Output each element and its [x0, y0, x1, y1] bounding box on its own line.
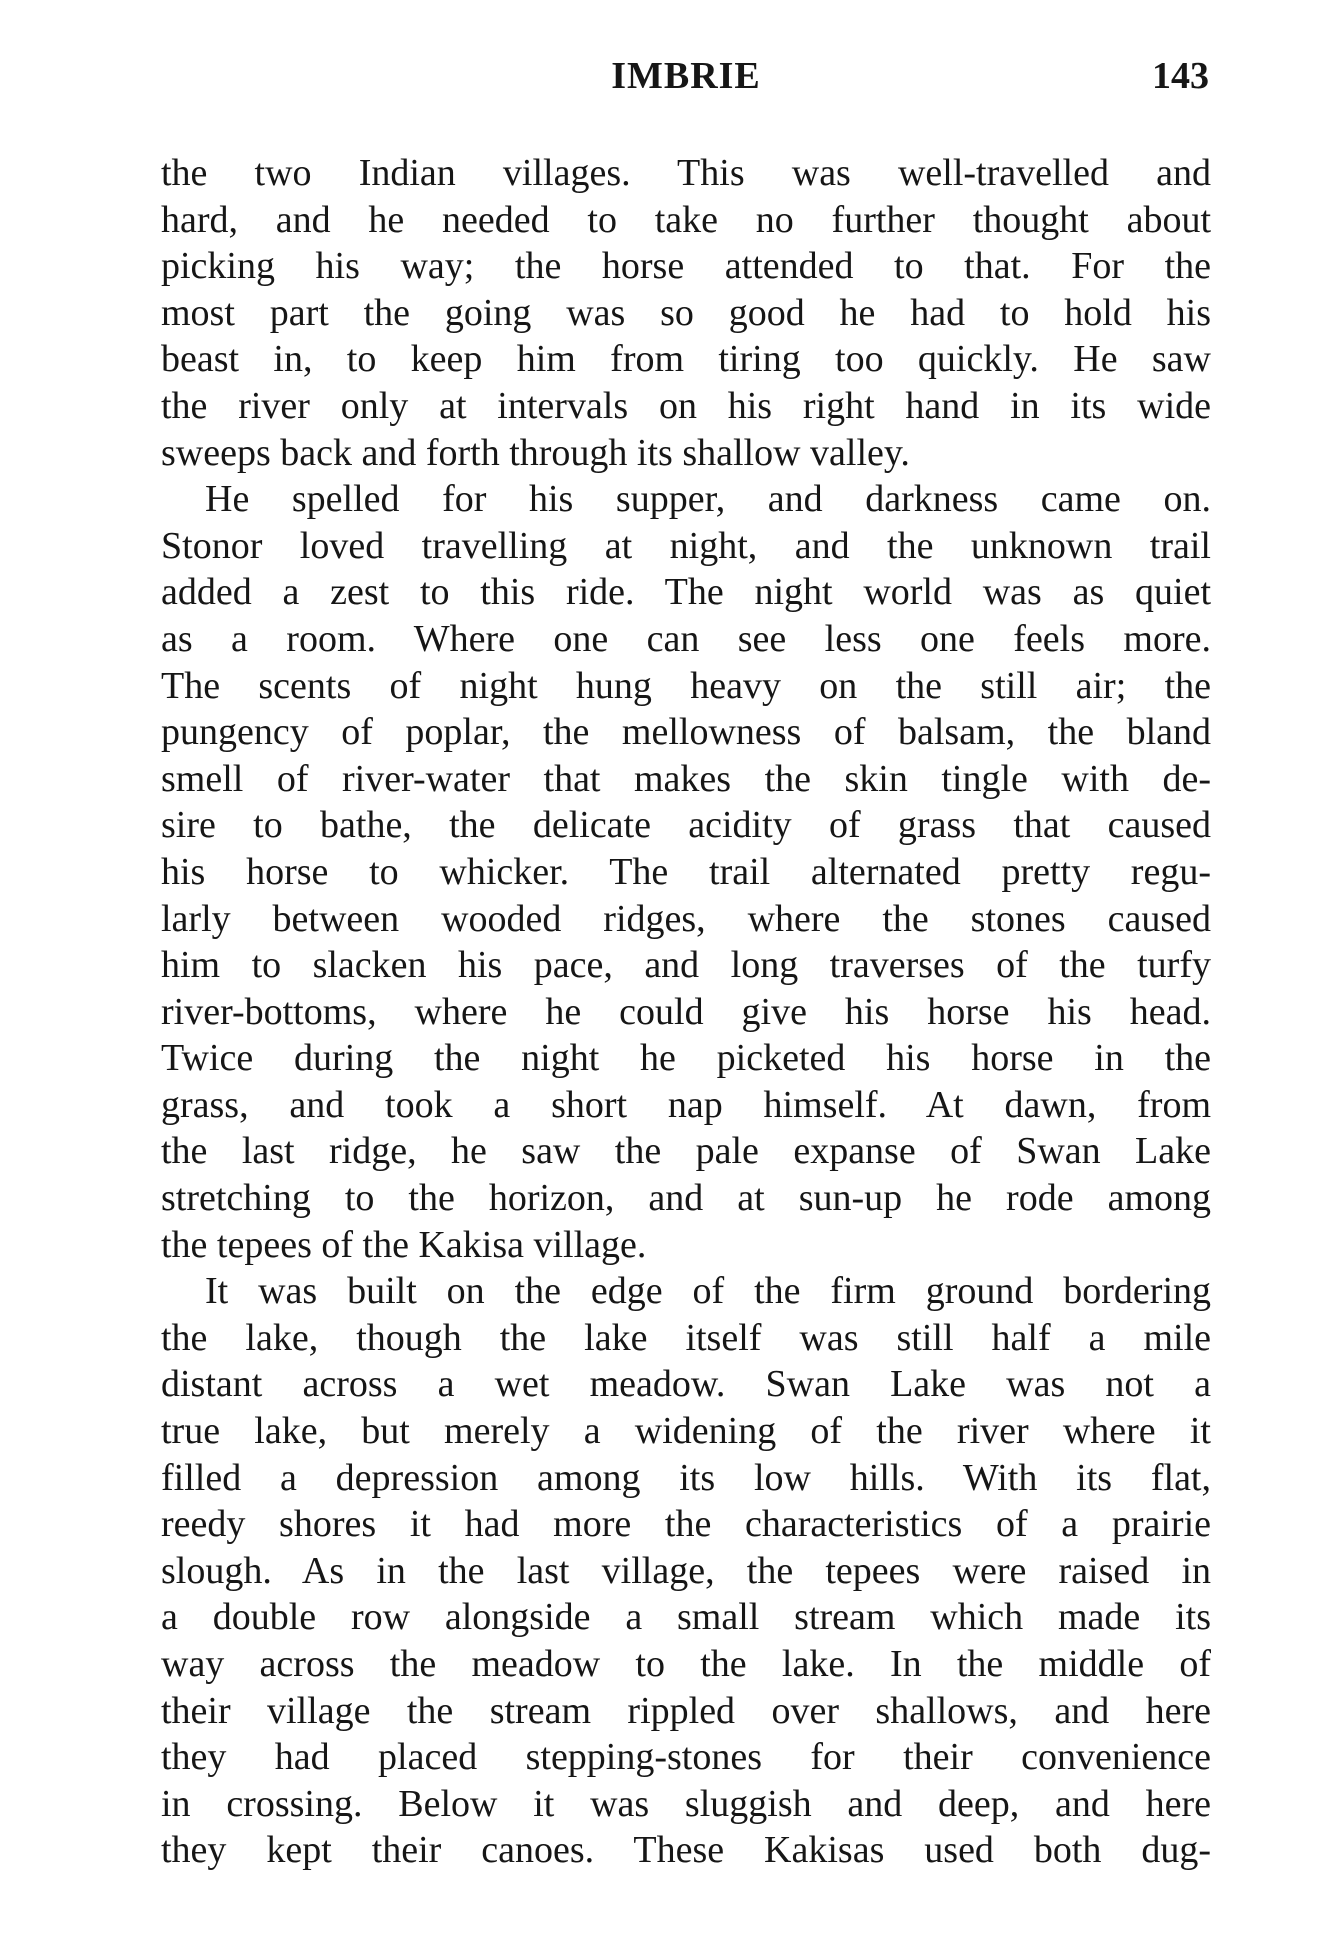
- text-line: in crossing. Below it was sluggish and deep, and here: [161, 1782, 1211, 1825]
- text-line: river-bottoms, where he could give his horse his head.: [161, 990, 1211, 1033]
- text-line: Twice during the night he picketed his horse in the: [161, 1037, 1211, 1080]
- text-line: the last ridge, he saw the pale expanse of Swan Lake: [161, 1130, 1211, 1173]
- text-line: the lake, though the lake itself was still half a mile: [161, 1316, 1211, 1359]
- text-line: picking his way; the horse attended to that. For the: [161, 245, 1211, 288]
- text-line: smell of river-water that makes the skin tingle with de-: [161, 757, 1211, 800]
- text-line: added a zest to this ride. The night world was as quiet: [161, 571, 1211, 614]
- text-line: his horse to whicker. The trail alternated pretty regu-: [161, 850, 1211, 893]
- text-line: Stonor loved travelling at night, and the unknown trail: [161, 524, 1211, 567]
- text-line: a double row alongside a small stream which made its: [161, 1596, 1211, 1639]
- text-line: sweeps back and forth through its shallow valley.: [161, 431, 910, 474]
- text-line: they had placed stepping-stones for their convenience: [161, 1736, 1211, 1779]
- text-line: It was built on the edge of the firm ground bordering: [205, 1270, 1211, 1313]
- paragraph: [161, 476, 1211, 1268]
- text-line: pungency of poplar, the mellowness of balsam, the bland: [161, 711, 1211, 754]
- text-line: as a room. Where one can see less one feels more.: [161, 617, 1211, 660]
- text-line: the tepees of the Kakisa village.: [161, 1223, 647, 1266]
- page-number: 143: [1152, 55, 1209, 97]
- text-line: him to slacken his pace, and long traverses of the turfy: [161, 944, 1211, 987]
- text-line: larly between wooded ridges, where the stones caused: [161, 897, 1211, 940]
- running-head: [161, 52, 1211, 100]
- paragraph: [161, 150, 1211, 476]
- paragraph: [161, 1268, 1211, 1874]
- text-line: they kept their canoes. These Kakisas used both dug-: [161, 1829, 1211, 1872]
- text-line: slough. As in the last village, the tepees were raised in: [161, 1549, 1211, 1592]
- text-line: filled a depression among its low hills. With its flat,: [161, 1456, 1211, 1499]
- text-line: The scents of night hung heavy on the still air; the: [161, 664, 1211, 707]
- text-line: most part the going was so good he had to hold his: [161, 291, 1211, 334]
- text-line: distant across a wet meadow. Swan Lake was not a: [161, 1363, 1211, 1406]
- text-line: the two Indian villages. This was well-travelled and: [161, 152, 1211, 194]
- text-line: their village the stream rippled over shallows, and here: [161, 1689, 1211, 1732]
- text-line: stretching to the horizon, and at sun-up he rode among: [161, 1177, 1211, 1220]
- text-line: true lake, but merely a widening of the river where it: [161, 1410, 1211, 1453]
- text-line: grass, and took a short nap himself. At dawn, from: [161, 1083, 1211, 1126]
- text-line: the river only at intervals on his right hand in its wide: [161, 384, 1211, 427]
- body-text: [161, 150, 1211, 1874]
- text-line: reedy shores it had more the characteristics of a prairie: [161, 1503, 1211, 1546]
- text-line: beast in, to keep him from tiring too quickly. He saw: [161, 338, 1211, 381]
- text-line: hard, and he needed to take no further thought about: [161, 198, 1211, 241]
- running-title: IMBRIE: [611, 55, 761, 97]
- text-line: sire to bathe, the delicate acidity of grass that caused: [161, 804, 1211, 847]
- text-line: way across the meadow to the lake. In the middle of: [161, 1643, 1211, 1685]
- text-line: He spelled for his supper, and darkness came on.: [205, 478, 1211, 521]
